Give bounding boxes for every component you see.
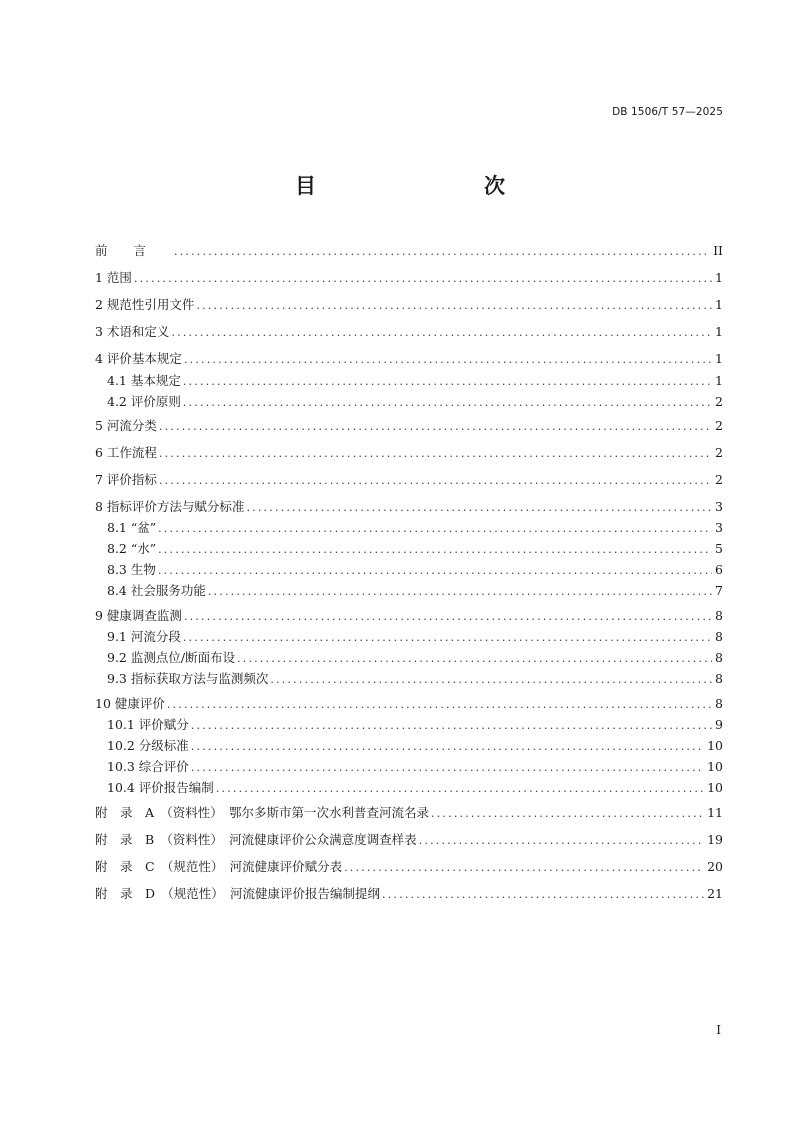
toc-entry-appendix-c[interactable] — [95, 857, 723, 877]
page-number: I — [716, 1023, 721, 1037]
toc-entry-label: 8.1 “盆” — [107, 520, 157, 535]
dot-leader — [344, 859, 704, 877]
toc-page-number: 7 — [715, 583, 723, 598]
dot-leader — [171, 324, 712, 342]
toc-page-number: 5 — [715, 541, 723, 556]
toc-entry-10-2[interactable] — [107, 736, 723, 756]
toc-page-number: 3 — [715, 499, 723, 514]
toc-page-number: 11 — [707, 805, 723, 820]
toc-page-number: 10 — [707, 759, 723, 774]
toc-entry-8-3[interactable] — [107, 560, 723, 580]
toc-entry-label: 前言 — [95, 243, 173, 258]
toc-entry-8-2[interactable] — [107, 539, 723, 559]
document-code: DB 1506/T 57—2025 — [612, 106, 723, 118]
toc-page-number: 8 — [715, 696, 723, 711]
dot-leader — [184, 351, 712, 369]
toc-entry-5[interactable] — [95, 416, 723, 436]
toc-page-number: 20 — [707, 859, 723, 874]
toc-entry-10-1[interactable] — [107, 715, 723, 735]
toc-entry-label: 10.2 分级标准 — [107, 738, 189, 753]
toc-entry-7[interactable] — [95, 470, 723, 490]
dot-leader — [191, 738, 704, 756]
toc-entry-label: 4.2 评价原则 — [107, 394, 181, 409]
dot-leader — [191, 717, 712, 735]
toc-entry-9[interactable] — [95, 606, 723, 626]
toc-page-number: 6 — [715, 562, 723, 577]
toc-entry-label: 附 录 D （规范性） 河流健康评价报告编制提纲 — [95, 886, 381, 901]
toc-entry-appendix-b[interactable] — [95, 830, 723, 850]
toc-entry-8[interactable] — [95, 497, 723, 517]
toc-entry-4-1[interactable] — [107, 371, 723, 391]
toc-page-number: 10 — [707, 738, 723, 753]
dot-leader — [159, 418, 712, 436]
toc-page-number: 19 — [707, 832, 723, 847]
page-title: 目 次 — [295, 174, 547, 198]
toc-page-number: II — [713, 243, 723, 258]
toc-entry-label: 10.4 评价报告编制 — [107, 780, 214, 795]
toc-entry-10-4[interactable] — [107, 778, 723, 798]
toc-entry-appendix-d[interactable] — [95, 884, 723, 904]
dot-leader — [431, 805, 704, 823]
toc-entry-label: 附 录 C （规范性） 河流健康评价赋分表 — [95, 859, 343, 874]
dot-leader — [134, 270, 712, 288]
toc-entry-2[interactable] — [95, 295, 723, 315]
toc-page-number: 9 — [715, 717, 723, 732]
toc-entry-label: 8 指标评价方法与赋分标准 — [95, 499, 245, 514]
toc-entry-3[interactable] — [95, 322, 723, 342]
toc-entry-4-2[interactable] — [107, 392, 723, 412]
toc-entry-label: 4.1 基本规定 — [107, 373, 181, 388]
dot-leader — [419, 832, 704, 850]
dot-leader — [382, 886, 704, 904]
toc-entry-label: 附 录 B （资料性） 河流健康评价公众满意度调查样表 — [95, 832, 417, 847]
dot-leader — [174, 243, 710, 261]
toc-page-number: 10 — [707, 780, 723, 795]
dot-leader — [158, 562, 712, 580]
toc-page-number: 1 — [715, 351, 723, 366]
dot-leader — [158, 520, 712, 538]
toc-page-number: 2 — [715, 445, 723, 460]
dot-leader — [246, 499, 712, 517]
toc-entry-label: 1 范围 — [95, 270, 132, 285]
toc-entry-8-4[interactable] — [107, 581, 723, 601]
dot-leader — [183, 629, 712, 647]
toc-entry-label: 3 术语和定义 — [95, 324, 170, 339]
toc-entry-label: 10.3 综合评价 — [107, 759, 189, 774]
toc-page-number: 8 — [715, 629, 723, 644]
toc-page-number: 3 — [715, 520, 723, 535]
dot-leader — [196, 297, 712, 315]
dot-leader — [167, 696, 712, 714]
toc-entry-label: 7 评价指标 — [95, 472, 157, 487]
toc-entry-8-1[interactable] — [107, 518, 723, 538]
toc-entry-label: 9.3 指标获取方法与监测频次 — [107, 671, 269, 686]
toc-entry-label: 6 工作流程 — [95, 445, 157, 460]
dot-leader — [183, 394, 712, 412]
toc-entry-label: 9 健康调查监测 — [95, 608, 182, 623]
toc-page-number: 1 — [715, 297, 723, 312]
toc-page-number: 21 — [707, 886, 723, 901]
dot-leader — [191, 759, 704, 777]
toc-page-number: 2 — [715, 418, 723, 433]
toc-entry-9-2[interactable] — [107, 648, 723, 668]
toc-entry-label: 8.4 社会服务功能 — [107, 583, 206, 598]
toc-entry-appendix-a[interactable] — [95, 803, 723, 823]
toc-entry-4[interactable] — [95, 349, 723, 369]
dot-leader — [270, 671, 712, 689]
toc-entry-label: 5 河流分类 — [95, 418, 157, 433]
toc-page-number: 8 — [715, 650, 723, 665]
toc-entry-label: 附 录 A （资料性） 鄂尔多斯市第一次水利普查河流名录 — [95, 805, 430, 820]
dot-leader — [159, 472, 712, 490]
dot-leader — [159, 445, 712, 463]
toc-entry-9-1[interactable] — [107, 627, 723, 647]
toc-entry-label: 9.2 监测点位/断面布设 — [107, 650, 236, 665]
dot-leader — [208, 583, 712, 601]
toc-entry-9-3[interactable] — [107, 669, 723, 689]
toc-entry-preface[interactable] — [95, 241, 723, 261]
toc-page-number: 1 — [715, 270, 723, 285]
toc-entry-label: 2 规范性引用文件 — [95, 297, 195, 312]
toc-page-number: 1 — [715, 324, 723, 339]
toc-page-number: 1 — [715, 373, 723, 388]
toc-entry-label: 4 评价基本规定 — [95, 351, 182, 366]
dot-leader — [183, 373, 712, 391]
dot-leader — [237, 650, 712, 668]
toc-entry-10-3[interactable] — [107, 757, 723, 777]
toc-entry-6[interactable] — [95, 443, 723, 463]
toc-page-number: 2 — [715, 394, 723, 409]
toc-entry-label: 10.1 评价赋分 — [107, 717, 189, 732]
dot-leader — [216, 780, 704, 798]
dot-leader — [158, 541, 712, 559]
toc-entry-1[interactable] — [95, 268, 723, 288]
toc-entry-label: 8.3 生物 — [107, 562, 156, 577]
toc-page-number: 8 — [715, 608, 723, 623]
toc-entry-label: 9.1 河流分段 — [107, 629, 181, 644]
toc-entry-10[interactable] — [95, 694, 723, 714]
toc-page-number: 8 — [715, 671, 723, 686]
toc-entry-label: 8.2 “水” — [107, 541, 157, 556]
dot-leader — [184, 608, 712, 626]
toc-entry-label: 10 健康评价 — [95, 696, 165, 711]
toc-page-number: 2 — [715, 472, 723, 487]
